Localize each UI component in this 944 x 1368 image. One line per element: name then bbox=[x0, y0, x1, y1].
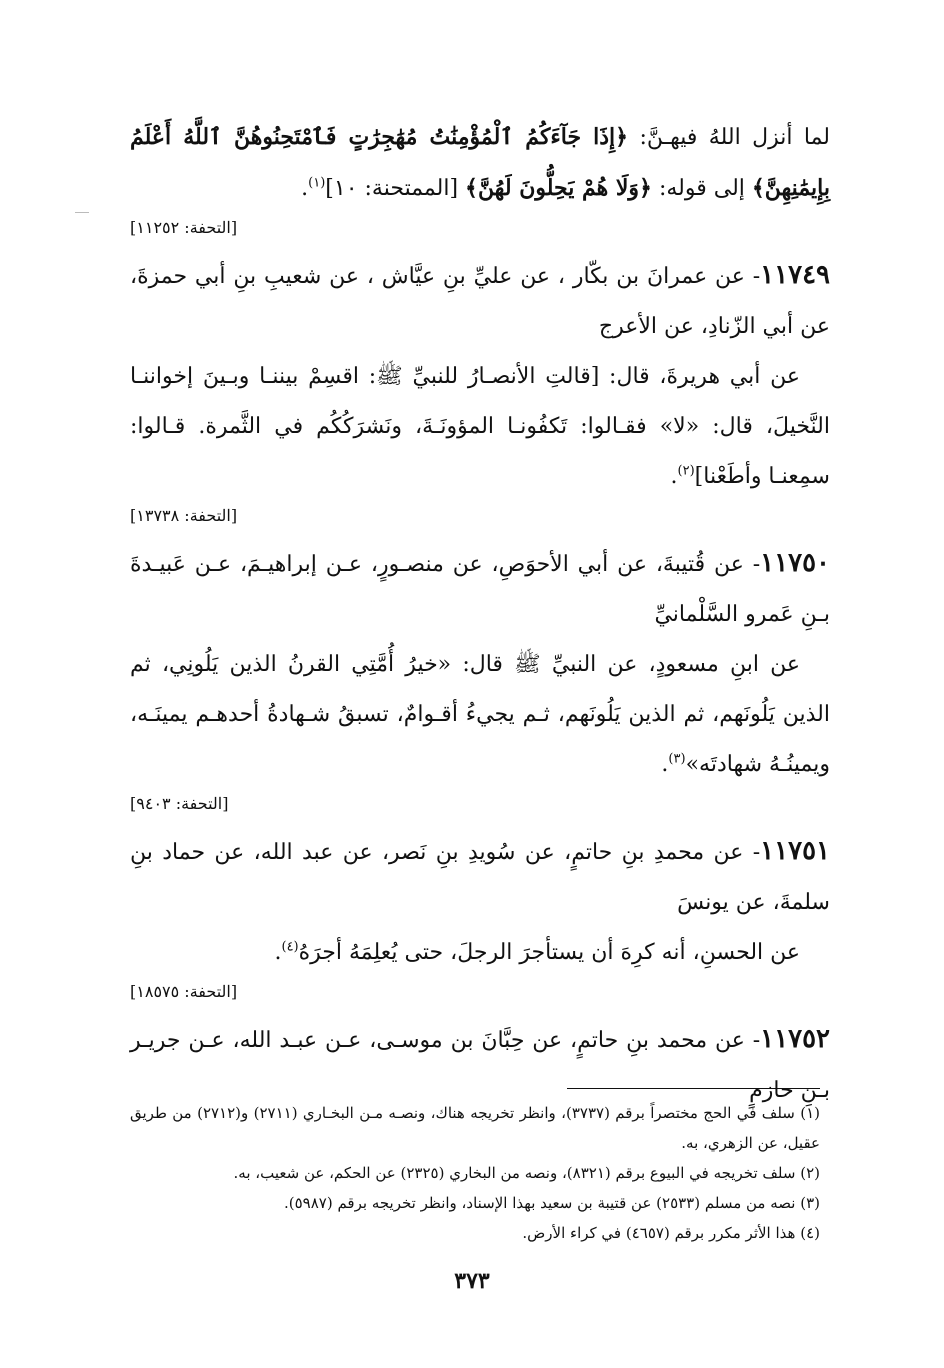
footnote-marker-3: (٣) bbox=[668, 751, 686, 767]
matn-text: عن ابنِ مسعودٍ، عن النبيِّ ﷺ قال: «خيرُ أُمَّتِي القرنُ الذين يَلُونِي، ثم الذين يَلُونَهم، ثم الذين يَلُونَهم، ثـم يجيءُ أقـوامٌ، تسبقُ شـهادةُ أحدهـم يمينَـه، ويمينُـهُ شهادتَه» bbox=[130, 652, 830, 777]
tuhfa-ref-2: [التحفة: ١٣٧٣٨] bbox=[130, 506, 238, 525]
footnote-separator bbox=[567, 1088, 820, 1089]
tuhfa-ref-3: [التحفة: ٩٤٠٣] bbox=[130, 794, 229, 813]
footnote-marker-1: (١) bbox=[308, 175, 326, 191]
footnote-4: (٤) هذا الأثر مكرر برقم (٤٦٥٧) في كراء الأرض. bbox=[522, 1224, 820, 1242]
main-text bbox=[130, 112, 830, 1116]
block1-line-a-post: إلى bbox=[713, 176, 752, 201]
hadith-number: ١١٧٥٠ bbox=[760, 548, 830, 578]
end-dot: . bbox=[274, 940, 282, 965]
footnote-marker-2: (٢) bbox=[677, 463, 695, 479]
hadith-number: ١١٧٥٢ bbox=[760, 1024, 830, 1054]
isnad-text: - عن عمرانَ بن بكّار ، عن عليِّ بنِ عيَّاش ، عن شعيبِ بنِ أبي حمزةَ، عن أبي الزّنادِ، عن الأعرج bbox=[130, 264, 830, 339]
block1-line-b-pre: قوله: bbox=[651, 176, 707, 201]
hadith-11750-isnad bbox=[130, 538, 830, 640]
margin-mark bbox=[75, 212, 89, 213]
footnote-marker-4: (٤) bbox=[281, 939, 299, 955]
tuhfa-ref-1: [التحفة: ١١٢٥٢] bbox=[130, 218, 238, 237]
end-dot: . bbox=[661, 752, 669, 777]
hadith-11749-isnad bbox=[130, 250, 830, 352]
quran-verse-b: ﴿وَلَا هُمْ يَحِلُّونَ لَهُنَّ﴾ bbox=[465, 175, 652, 201]
surah-reference: [الممتحنة: ١٠] bbox=[325, 176, 466, 201]
hadith-11751-isnad bbox=[130, 826, 830, 928]
matn-text: عن الحسنِ، أنه كرِهَ أن يستأجرَ الرجلَ، حتى يُعلِمَهُ أجرَهُ bbox=[298, 940, 800, 965]
block1-text: لما أنزل اللهُ فيهـنَّ: ﴿إِذَا جَآءَكُمُ ٱلْمُؤْمِنَٰتُ مُهَٰجِرَٰتٍ فَٱمْتَحِنُوهُنَّ ٱللَّهُ أَعْلَمُ بِإِيمَٰنِهِنَّ﴾ إلى قوله: ﴿وَلَا هُمْ يَحِلُّونَ لَهُنَّ﴾ [الممتحنة: ١٠]$^{(١)}$. bbox=[130, 124, 830, 201]
tuhfa-ref-4: [التحفة: ١٨٥٧٥] bbox=[130, 982, 238, 1001]
footnote-1: (١) سلف في الحج مختصراً برقم (٣٧٣٧)، وانظر تخريجه هناك، ونصـه مـن البخـاري (٢٧١١) و(٢٧١٢) من طريق عقيل، عن الزهري، به. bbox=[130, 1104, 820, 1152]
footnote-3: (٣) نصه من مسلم (٢٥٣٣) عن قتيبة بن سعيد بهذا الإسناد، وانظر تخريجه برقم (٥٩٨٧). bbox=[283, 1194, 820, 1212]
isnad-text: - عن محمدِ بنِ حاتمٍ، عن سُويدِ بنِ نَصر، عن عبد الله، عن حماد بنِ سلمةَ، عن يونسَ bbox=[130, 840, 830, 915]
block1-line-a-pre: لما أنزل اللهُ فيهـنَّ: bbox=[628, 125, 830, 150]
hadith-11750-matn bbox=[130, 640, 830, 790]
matn-text: عن أبي هريرةَ، قال: [قالتِ الأنصـارُ للنبيِّ ﷺ: اقسِمْ بيننـا وبـينَ إخواننـا النَّخيلَ، قال: «لا» فقـالوا: تَكفُونـا المؤونَـةَ، ونَشرَكُكُم في الثَّمرة. قـالوا: سمِعنـا وأطَعْنا] bbox=[130, 364, 830, 489]
footnote-2: (٢) سلف تخريجه في البيوع برقم (٨٣٢١)، ونصه من البخاري (٢٣٢٥) عن الحكم، عن شعيب، به. bbox=[233, 1164, 820, 1182]
quran-verse-a: ﴿إِذَا جَآءَكُمُ ٱلْمُؤْمِنَٰتُ مُهَٰجِرَٰتٍ فَٱمْتَحِنُوهُنَّ ٱللَّهُ أَعْلَمُ بِإِيمَٰنِهِنَّ﴾ bbox=[130, 124, 830, 201]
hadith-11749-matn bbox=[130, 352, 830, 502]
page-number: ٣٧٣ bbox=[454, 1268, 490, 1294]
isnad-text: - عن قُتيبةَ، عن أبي الأحوَصِ، عن منصـورٍ، عـن إبراهيـمَ، عـن عَبيـدةَ بـنِ عَمرو السَّلْمانيِّ bbox=[130, 552, 830, 627]
footnotes bbox=[130, 1098, 820, 1248]
end-dot: . bbox=[670, 464, 678, 489]
hadith-11751-matn bbox=[130, 928, 830, 978]
hadith-number: ١١٧٤٩ bbox=[760, 260, 830, 290]
isnad-text: - عن محمد بنِ حاتمٍ، عن حِبَّانَ بن موسـى، عـن عبـد الله، عـن جريـر بـنِ حازمٍ bbox=[130, 1028, 830, 1103]
hadith-number: ١١٧٥١ bbox=[760, 836, 830, 866]
